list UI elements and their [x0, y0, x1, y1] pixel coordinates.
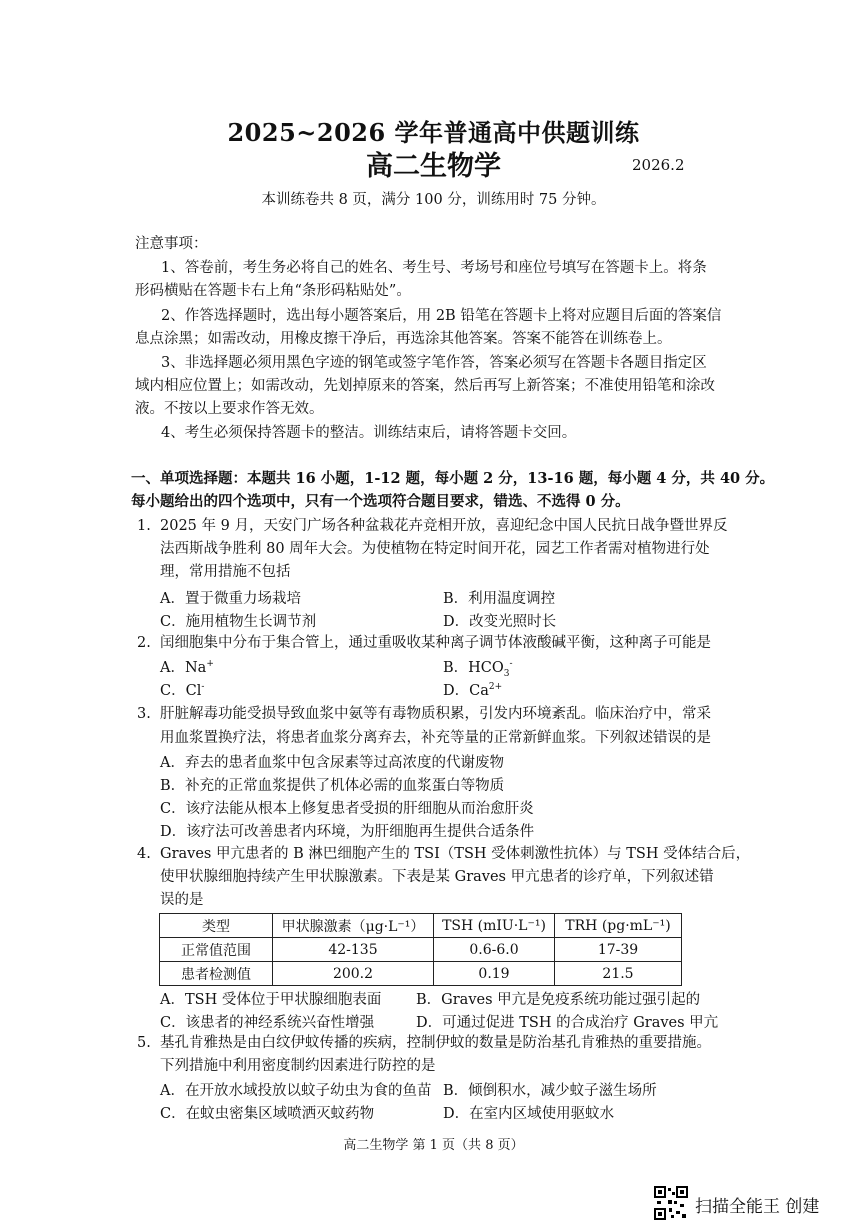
notes-line: 2、作答选择题时，选出每小题答案后，用 2B 铅笔在答题卡上将对应题目后面的答案信 [161, 308, 722, 324]
option-b: B．Graves 甲亢是免疫系统功能过强引起的 [416, 992, 701, 1008]
diagnosis-table [159, 913, 682, 986]
table-header-cell: TRH (pg·mL⁻¹) [555, 914, 682, 938]
option-c: C．在蚊虫密集区域喷洒灭蚊药物 [160, 1106, 375, 1122]
question-stem: 基孔肯雅热是由白纹伊蚊传播的疾病，控制伊蚊的数量是防治基孔肯雅热的重要措施。 [160, 1035, 711, 1051]
question-stem: 肝脏解毒功能受损导致血浆中氨等有毒物质积累，引发内环境紊乱。临床治疗中，常采 [160, 706, 711, 722]
qr-code-icon [654, 1186, 688, 1220]
table-cell: 21.5 [555, 962, 682, 986]
question-stem: 用血浆置换疗法，将患者血浆分离弃去，补充等量的正常新鲜血浆。下列叙述错误的是 [160, 730, 711, 746]
question-stem: 使甲状腺细胞持续产生甲状腺激素。下表是某 Graves 甲亢患者的诊疗单，下列叙述错 [160, 869, 714, 885]
table-cell: 200.2 [273, 962, 434, 986]
table-cell: 42-135 [273, 938, 434, 962]
option-d: D．可通过促进 TSH 的合成治疗 Graves 甲亢 [416, 1015, 719, 1031]
option-a: A．在开放水域投放以蚊子幼虫为食的鱼苗 [160, 1083, 432, 1099]
notes-line: 3、非选择题必须用黑色字迹的钢笔或签字笔作答，答案必须写在答题卡各题目指定区 [161, 355, 707, 371]
table-cell: 0.19 [434, 962, 555, 986]
exam-title-subject: 高二生物学 [366, 151, 501, 182]
page-footer: 高二生物学 第 1 页（共 8 页） [343, 1138, 524, 1153]
table-header-cell: TSH (mIU·L⁻¹) [434, 914, 555, 938]
table-cell: 17-39 [555, 938, 682, 962]
section-heading: 一、单项选择题：本题共 16 小题，1-12 题，每小题 2 分，13-16 题，每小题 4 分，共 40 分。 [131, 470, 775, 487]
question-stem: 理，常用措施不包括 [160, 564, 291, 580]
option-d: D．$Ca^{2+}$ [443, 682, 503, 699]
question-stem: 法西斯战争胜利 80 周年大会。为使植物在特定时间开花，园艺工作者需对植物进行处 [160, 541, 710, 557]
question-stem: 误的是 [160, 892, 204, 908]
notes-line: 4、考生必须保持答题卡的整洁。训练结束后，请将答题卡交回。 [161, 425, 577, 441]
notes-line: 域内相应位置上；如需改动，先划掉原来的答案，然后再写上新答案；不准使用铅笔和涂改 [135, 378, 715, 394]
table-row [160, 962, 682, 986]
question-number: 1. [137, 518, 151, 534]
table-header-row [160, 914, 682, 938]
table-header-cell: 甲状腺激素（μg·L⁻¹） [273, 914, 434, 938]
table-cell: 正常值范围 [160, 938, 273, 962]
question-number: 4. [137, 846, 151, 862]
exam-title-line1: 2025~2026 学年普通高中供题训练 [227, 118, 640, 147]
option-c: C．施用植物生长调节剂 [160, 614, 317, 630]
question-number: 2. [137, 635, 151, 651]
scanner-watermark: 扫描全能王 创建 [695, 1197, 820, 1217]
question-number: 3. [137, 706, 151, 722]
option-a: A．TSH 受体位于甲状腺细胞表面 [160, 992, 382, 1008]
table-cell: 患者检测值 [160, 962, 273, 986]
table-row [160, 938, 682, 962]
section-instructions: 每小题给出的四个选项中，只有一个选项符合题目要求，错选、不选得 0 分。 [131, 493, 630, 510]
table-header-cell: 类型 [160, 914, 273, 938]
option-c: C．该疗法能从根本上修复患者受损的肝细胞从而治愈肝炎 [160, 801, 534, 817]
option-b: B．$HCO_3^-$ [443, 659, 513, 679]
option-b: B．补充的正常血浆提供了机体必需的血浆蛋白等物质 [160, 778, 505, 794]
option-b: B．倾倒积水，减少蚊子滋生场所 [443, 1083, 657, 1099]
option-c: C．该患者的神经系统兴奋性增强 [160, 1015, 375, 1031]
option-a: A．Na+ [160, 659, 214, 676]
notes-line: 1、答卷前，考生务必将自己的姓名、考生号、考场号和座位号填写在答题卡上。将条 [161, 260, 707, 276]
option-d: D．改变光照时长 [443, 614, 557, 630]
exam-subtitle: 本训练卷共 8 页，满分 100 分，训练用时 75 分钟。 [261, 192, 606, 208]
table-cell: 0.6-6.0 [434, 938, 555, 962]
question-stem: 下列措施中利用密度制约因素进行防控的是 [160, 1058, 436, 1074]
question-number: 5. [137, 1035, 151, 1051]
notes-line: 息点涂黑；如需改动，用橡皮擦干净后，再选涂其他答案。答案不能答在训练卷上。 [135, 331, 672, 347]
option-d: D．在室内区域使用驱蚊水 [443, 1106, 615, 1122]
question-stem: Graves 甲亢患者的 B 淋巴细胞产生的 TSI（TSH 受体刺激性抗体）与 TSH 受体结合后， [160, 846, 751, 862]
option-a: A．弃去的患者血浆中包含尿素等过高浓度的代谢废物 [160, 755, 504, 771]
notes-heading: 注意事项： [135, 236, 208, 252]
exam-date: 2026.2 [632, 156, 685, 174]
option-a: A．置于微重力场栽培 [160, 591, 301, 607]
option-d: D．该疗法可改善患者内环境，为肝细胞再生提供合适条件 [160, 824, 535, 840]
notes-line: 液。不按以上要求作答无效。 [135, 401, 324, 417]
question-stem: 2025 年 9 月，天安门广场各种盆栽花卉竞相开放，喜迎纪念中国人民抗日战争暨世界反 [160, 518, 728, 534]
option-c: C．Cl- [160, 682, 205, 699]
notes-line: 形码横贴在答题卡右上角“条形码粘贴处”。 [135, 283, 411, 299]
option-b: B．利用温度调控 [443, 591, 556, 607]
question-stem: 闰细胞集中分布于集合管上，通过重吸收某种离子调节体液酸碱平衡，这种离子可能是 [160, 635, 711, 651]
